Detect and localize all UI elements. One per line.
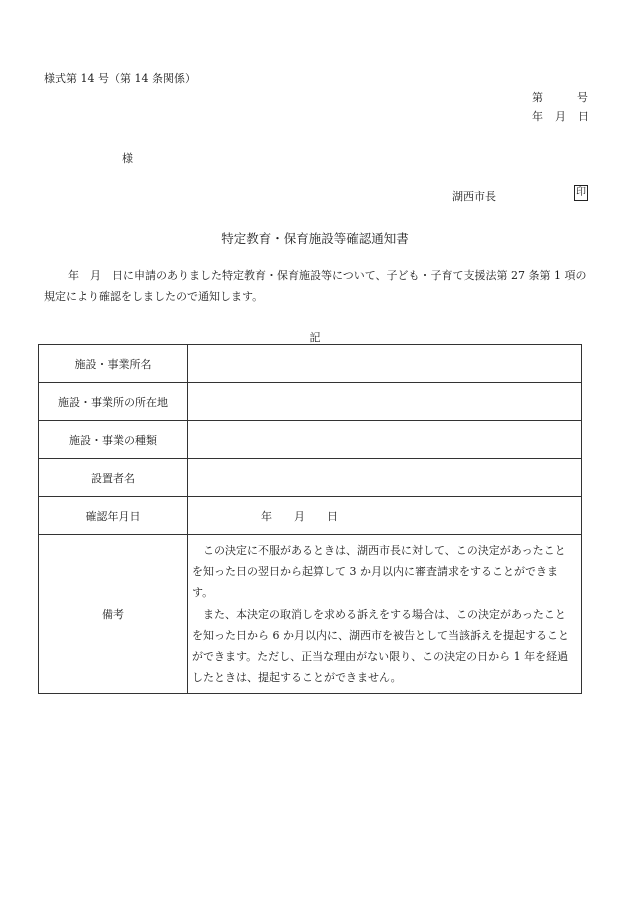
doc-number-suffix: 号 (577, 91, 588, 104)
facility-type-value (188, 421, 582, 459)
confirm-date-value (188, 497, 582, 535)
confirm-date-month: 月 (294, 509, 305, 523)
document-date (532, 108, 601, 124)
facility-name-value (188, 345, 582, 383)
remarks-value (188, 535, 582, 694)
remarks-label: 備考 (39, 535, 188, 694)
seal-mark: 印 (574, 185, 588, 201)
facility-address-label: 施設・事業所の所在地 (39, 383, 188, 421)
form-number: 様式第 14 号（第 14 条関係） (44, 72, 196, 85)
details-table (38, 344, 582, 694)
confirm-date-label: 確認年月日 (39, 497, 188, 535)
date-month: 月 (555, 110, 566, 123)
table-row (39, 497, 582, 535)
doc-number-prefix: 第 (532, 91, 543, 104)
founder-name-label: 設置者名 (39, 459, 188, 497)
facility-address-value (188, 383, 582, 421)
table-row (39, 345, 582, 383)
table-row (39, 535, 582, 694)
date-day: 日 (578, 110, 589, 123)
table-row (39, 421, 582, 459)
recipient-honorific: 様 (122, 152, 133, 165)
issuer-name: 湖西市長 (452, 190, 496, 203)
remarks-paragraph: また、本決定の取消しを求める訴えをする場合は、この決定があったことを知った日から 6 か月以内に、湖西市を被告として当該訴えを提起することができます。ただし、正当な理由がない限り、この決定の日から 1 年を経過したときは、提起することができません。 (192, 607, 569, 685)
confirm-date-year: 年 (261, 509, 272, 523)
founder-name-value (188, 459, 582, 497)
document-title: 特定教育・保育施設等確認通知書 (221, 231, 409, 246)
remarks-paragraph: この決定に不服があるときは、湖西市長に対して、この決定があったことを知った日の翌日から起算して 3 か月以内に審査請求をすることができます。 (192, 544, 566, 600)
table-row (39, 383, 582, 421)
ki-marker: 記 (309, 331, 321, 344)
document-number (532, 89, 588, 105)
table-row (39, 459, 582, 497)
body-text: 年 月 日に申請のありました特定教育・保育施設等について、子ども・子育て支援法第 27 条第 1 項の規定により確認をしましたので通知します。 (44, 269, 587, 303)
confirm-date-day: 日 (327, 509, 338, 523)
facility-name-label: 施設・事業所名 (39, 345, 188, 383)
date-year: 年 (532, 110, 543, 123)
facility-type-label: 施設・事業の種類 (39, 421, 188, 459)
